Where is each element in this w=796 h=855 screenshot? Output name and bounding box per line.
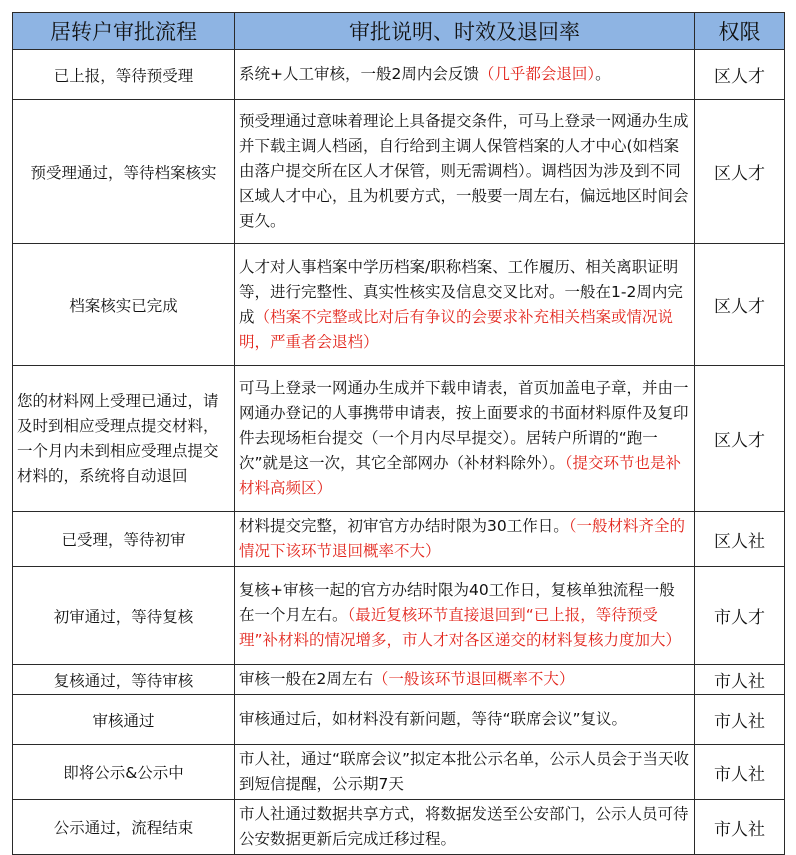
table-row	[13, 745, 785, 800]
table-row	[13, 512, 785, 567]
permission-cell: 区人社	[695, 512, 785, 567]
header-stage: 居转户审批流程	[13, 13, 235, 50]
description-cell	[235, 695, 695, 745]
table-row	[13, 800, 785, 855]
stage-cell: 档案核实已完成	[13, 244, 235, 366]
description-cell	[235, 512, 695, 567]
stage-cell: 公示通过，流程结束	[13, 800, 235, 855]
stage-cell: 您的材料网上受理已通过，请及时到相应受理点提交材料，一个月内未到相应受理点提交材料的，系统将自动退回	[13, 366, 235, 512]
stage-cell: 复核通过，等待审核	[13, 665, 235, 695]
stage-cell: 已上报，等待预受理	[13, 50, 235, 100]
stage-cell: 即将公示&公示中	[13, 745, 235, 800]
stage-cell: 审核通过	[13, 695, 235, 745]
description-cell	[235, 366, 695, 512]
table-row	[13, 695, 785, 745]
description-cell	[235, 567, 695, 665]
description-text: 审核一般在2周左右	[239, 670, 373, 688]
table-row	[13, 567, 785, 665]
description-text: 可马上登录一网通办生成并下载申请表，首页加盖电子章，并由一网通办登记的人事携带申请表，按上面要求的书面材料原件及复印件去现场柜台提交（一个月内尽早提交）。居转户所谓的“跑一次”就是这一次，其它全部网办（补材料除外）。	[239, 379, 689, 472]
description-cell	[235, 100, 695, 244]
description-text: 审核通过后，如材料没有新问题，等待“联席会议”复议。	[239, 710, 628, 728]
description-cell	[235, 745, 695, 800]
table-header-row	[13, 13, 785, 50]
permission-cell: 市人社	[695, 695, 785, 745]
description-text: 系统+人工审核，一般2周内会反馈	[239, 65, 479, 83]
description-text: 预受理通过意味着理论上具备提交条件，可马上登录一网通办生成并下载主调人档函，自行给到主调人保管档案的人才中心(如档案由落户提交所在区人才保管，则无需调档）。调档因为涉及到不同区域人才中心，且为机要方式，一般要一周左右，偏远地区时间会更久。	[239, 112, 689, 230]
permission-cell: 市人社	[695, 745, 785, 800]
stage-cell: 已受理，等待初审	[13, 512, 235, 567]
description-cell	[235, 50, 695, 100]
return-rate-note: （最近复核环节直接退回到“已上报，等待预受理”补材料的情况增多，市人才对各区递交的材料复核力度加大）	[239, 606, 682, 649]
description-cell	[235, 244, 695, 366]
approval-process-table-container	[12, 12, 784, 855]
description-cell	[235, 800, 695, 855]
description-tail: 。	[595, 65, 611, 83]
permission-cell: 市人才	[695, 567, 785, 665]
stage-cell: 预受理通过，等待档案核实	[13, 100, 235, 244]
description-text: 市人社通过数据共享方式，将数据发送至公安部门，公示人员可待公安数据更新后完成迁移过程。	[239, 805, 689, 848]
description-text: 复核+审核一起的官方办结时限为40工作日，复核单独流程一般在一个月左右。	[239, 581, 675, 624]
return-rate-note: （一般材料齐全的情况下该环节退回概率不大）	[239, 517, 685, 560]
permission-cell: 市人社	[695, 800, 785, 855]
table-row	[13, 100, 785, 244]
description-text: 人才对人事档案中学历档案/职称档案、工作履历、相关离职证明等，进行完整性、真实性核实及信息交叉比对。一般在1-2周内完成	[239, 257, 683, 326]
return-rate-note: （一般该环节退回概率不大）	[372, 670, 575, 688]
return-rate-note: （几乎都会退回）	[478, 65, 596, 83]
approval-process-table	[12, 12, 785, 855]
table-row	[13, 665, 785, 695]
stage-cell: 初审通过，等待复核	[13, 567, 235, 665]
return-rate-note: （档案不完整或比对后有争议的会要求补充相关档案或情况说明，严重者会退档）	[239, 307, 674, 351]
description-text: 材料提交完整，初审官方办结时限为30工作日。	[239, 517, 569, 535]
permission-cell: 区人才	[695, 244, 785, 366]
permission-cell: 区人才	[695, 50, 785, 100]
description-text: 市人社，通过“联席会议”拟定本批公示名单，公示人员会于当天收到短信提醒，公示期7天	[239, 750, 690, 793]
return-rate-note: （提交环节也是补材料高频区）	[239, 454, 682, 497]
table-row	[13, 50, 785, 100]
table-row	[13, 366, 785, 512]
permission-cell: 区人才	[695, 100, 785, 244]
permission-cell: 市人社	[695, 665, 785, 695]
table-row	[13, 244, 785, 366]
permission-cell: 区人才	[695, 366, 785, 512]
description-cell	[235, 665, 695, 695]
header-description: 审批说明、时效及退回率	[235, 13, 695, 50]
header-permission: 权限	[695, 13, 785, 50]
